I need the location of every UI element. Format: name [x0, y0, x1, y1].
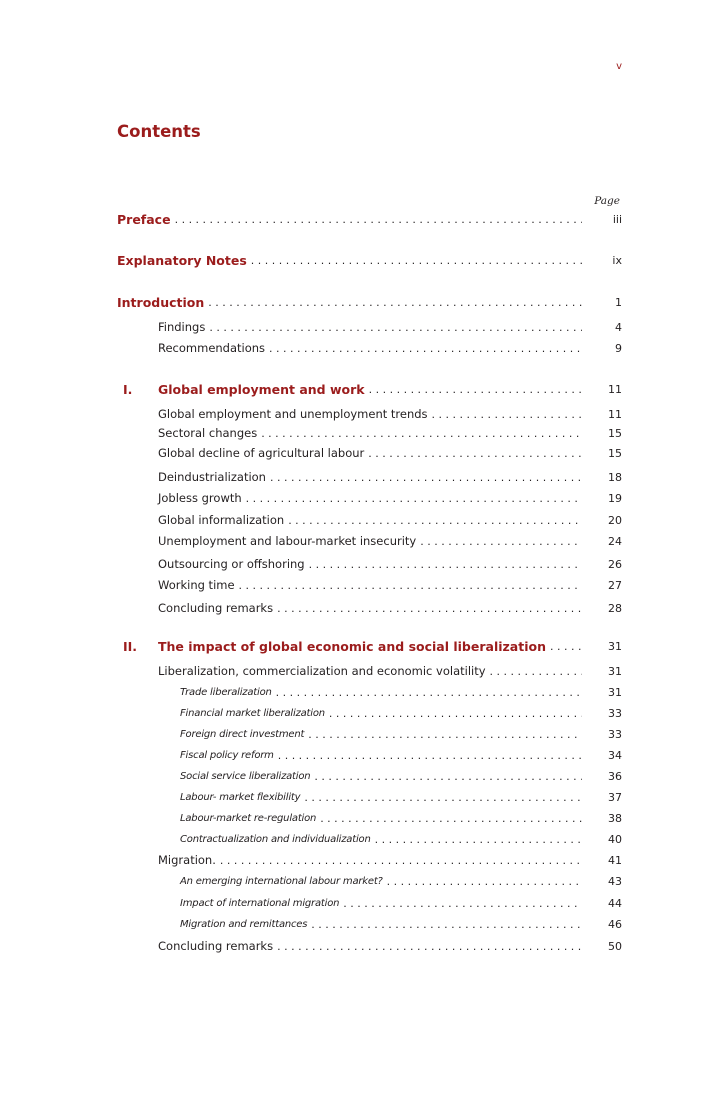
toc-entry[interactable] — [158, 936, 622, 956]
toc-entry-label: Concluding remarks — [158, 601, 274, 615]
toc-entry[interactable] — [180, 808, 622, 828]
toc-entry-label: Migration. — [158, 853, 216, 867]
toc-entry-label: Financial market liberalization — [180, 707, 325, 719]
toc-entry[interactable] — [158, 510, 622, 530]
dot-leader — [309, 558, 582, 571]
toc-entry[interactable] — [180, 871, 622, 891]
toc-entry-page: 18 — [608, 470, 622, 484]
toc-entry-label: Global employment and unemployment trends — [158, 407, 428, 421]
dot-leader — [175, 213, 582, 226]
dot-leader — [420, 535, 582, 548]
toc-entry[interactable] — [158, 488, 622, 508]
toc-entry[interactable] — [180, 745, 622, 765]
toc-entry-page: 34 — [608, 748, 622, 762]
toc-entry-page: 26 — [608, 557, 622, 571]
toc-entry-page: 46 — [608, 917, 622, 931]
dot-leader — [261, 427, 582, 440]
toc-entry[interactable] — [158, 338, 622, 358]
toc-entry[interactable] — [158, 404, 622, 424]
dot-leader — [311, 918, 582, 931]
page-column-label: Page — [594, 195, 620, 207]
toc-entry-label: Foreign direct investment — [180, 728, 305, 740]
dot-leader — [490, 665, 582, 678]
toc-entry[interactable] — [117, 379, 622, 399]
dot-leader — [277, 940, 582, 953]
toc-entry[interactable] — [158, 531, 622, 551]
dot-leader — [343, 897, 582, 910]
toc-entry[interactable] — [180, 682, 622, 702]
page-number: v — [616, 61, 622, 72]
dot-leader — [308, 728, 582, 741]
dot-leader — [276, 686, 582, 699]
toc-entry-page: 11 — [608, 382, 622, 396]
dot-leader — [278, 749, 582, 762]
toc-entry-label: The impact of global economic and social liberalization — [158, 638, 546, 654]
toc-entry-page: 31 — [608, 639, 622, 653]
toc-entry-label: Fiscal policy reform — [180, 749, 274, 761]
toc-entry-label: Findings — [158, 320, 206, 334]
toc-entry-page: 15 — [608, 426, 622, 440]
toc-entry-page: 36 — [608, 769, 622, 783]
toc-entry-label: Concluding remarks — [158, 939, 274, 953]
toc-entry-label: Trade liberalization — [180, 686, 272, 698]
toc-entry-label: Deindustrialization — [158, 470, 266, 484]
toc-entry-page: 11 — [608, 407, 622, 421]
toc-entry-page: 44 — [608, 896, 622, 910]
toc-entry[interactable] — [180, 829, 622, 849]
page-title: Contents — [117, 122, 201, 141]
dot-leader — [288, 514, 582, 527]
toc-entry-page: 4 — [615, 320, 622, 334]
toc-entry-label: Labour-market re-regulation — [180, 812, 317, 824]
toc-entry-page: 33 — [608, 706, 622, 720]
toc-entry[interactable] — [158, 554, 622, 574]
dot-leader — [251, 254, 582, 267]
dot-leader — [208, 296, 582, 309]
toc-entry[interactable] — [158, 598, 622, 618]
toc-entry[interactable] — [180, 893, 622, 913]
toc-entry[interactable] — [117, 209, 622, 229]
toc-entry-page: 31 — [608, 685, 622, 699]
toc-entry-page: 37 — [608, 790, 622, 804]
dot-leader — [550, 640, 582, 653]
toc-entry-page: 31 — [608, 664, 622, 678]
toc-entry-label: Global informalization — [158, 513, 285, 527]
dot-leader — [368, 447, 582, 460]
toc-entry-page: 27 — [608, 578, 622, 592]
dot-leader — [329, 707, 582, 720]
toc-entry-page: 9 — [615, 341, 622, 355]
toc-entry-label: Global decline of agricultural labour — [158, 446, 365, 460]
toc-entry[interactable] — [158, 443, 622, 463]
toc-entry-page: 20 — [608, 513, 622, 527]
toc-entry-label: Jobless growth — [158, 491, 242, 505]
chapter-number: II. — [123, 638, 138, 654]
dot-leader — [269, 342, 582, 355]
toc-entry-label: Liberalization, commercialization and economic volatility — [158, 664, 486, 678]
toc-entry[interactable] — [180, 766, 622, 786]
dot-leader — [387, 875, 582, 888]
dot-leader — [432, 408, 582, 421]
toc-entry-label: Impact of international migration — [180, 897, 340, 909]
toc-entry-label: Outsourcing or offshoring — [158, 557, 305, 571]
toc-entry-label: Social service liberalization — [180, 770, 311, 782]
toc-entry[interactable] — [117, 250, 622, 270]
toc-entry[interactable] — [158, 467, 622, 487]
dot-leader — [239, 579, 582, 592]
dot-leader — [270, 471, 582, 484]
toc-entry-page: 19 — [608, 491, 622, 505]
toc-entry-page: 28 — [608, 601, 622, 615]
toc-entry-label: Explanatory Notes — [117, 252, 247, 268]
toc-entry-page: 50 — [608, 939, 622, 953]
toc-entry[interactable] — [180, 724, 622, 744]
toc-entry-label: Migration and remittances — [180, 918, 308, 930]
toc-entry[interactable] — [158, 423, 622, 443]
dot-leader — [220, 854, 582, 867]
toc-entry-label: Preface — [117, 211, 171, 227]
toc-entry-page: 40 — [608, 832, 622, 846]
toc-entry[interactable] — [117, 292, 622, 312]
toc-entry-label: Introduction — [117, 294, 205, 310]
dot-leader — [209, 321, 582, 334]
chapter-number: I. — [123, 381, 133, 397]
toc-entry-label: Recommendations — [158, 341, 266, 355]
toc-entry-label: Global employment and work — [158, 381, 365, 397]
toc-entry-page: 1 — [615, 295, 622, 309]
toc-entry[interactable] — [158, 661, 622, 681]
toc-entry-label: An emerging international labour market? — [180, 875, 383, 887]
toc-entry-page: 15 — [608, 446, 622, 460]
toc-entry[interactable] — [180, 914, 622, 934]
toc-entry[interactable] — [117, 636, 622, 656]
toc-entry[interactable] — [158, 575, 622, 595]
toc-entry[interactable] — [180, 787, 622, 807]
toc-entry-page: 43 — [608, 874, 622, 888]
dot-leader — [314, 770, 582, 783]
dot-leader — [304, 791, 582, 804]
toc-entry-label: Sectoral changes — [158, 426, 258, 440]
toc-entry-page: 33 — [608, 727, 622, 741]
dot-leader — [277, 602, 582, 615]
toc-entry-page: 24 — [608, 534, 622, 548]
dot-leader — [369, 383, 582, 396]
dot-leader — [246, 492, 582, 505]
toc-entry-page: iii — [612, 212, 622, 226]
toc-entry-page: 41 — [608, 853, 622, 867]
toc-entry-page: ix — [612, 253, 622, 267]
toc-entry-page: 38 — [608, 811, 622, 825]
toc-entry[interactable] — [158, 317, 622, 337]
toc-entry-label: Working time — [158, 578, 235, 592]
toc-entry[interactable] — [158, 850, 622, 870]
toc-entry[interactable] — [180, 703, 622, 723]
toc-entry-label: Contractualization and individualization — [180, 833, 371, 845]
dot-leader — [375, 833, 582, 846]
toc-entry-label: Labour- market flexibility — [180, 791, 301, 803]
toc-entry-label: Unemployment and labour-market insecurity — [158, 534, 417, 548]
dot-leader — [320, 812, 582, 825]
